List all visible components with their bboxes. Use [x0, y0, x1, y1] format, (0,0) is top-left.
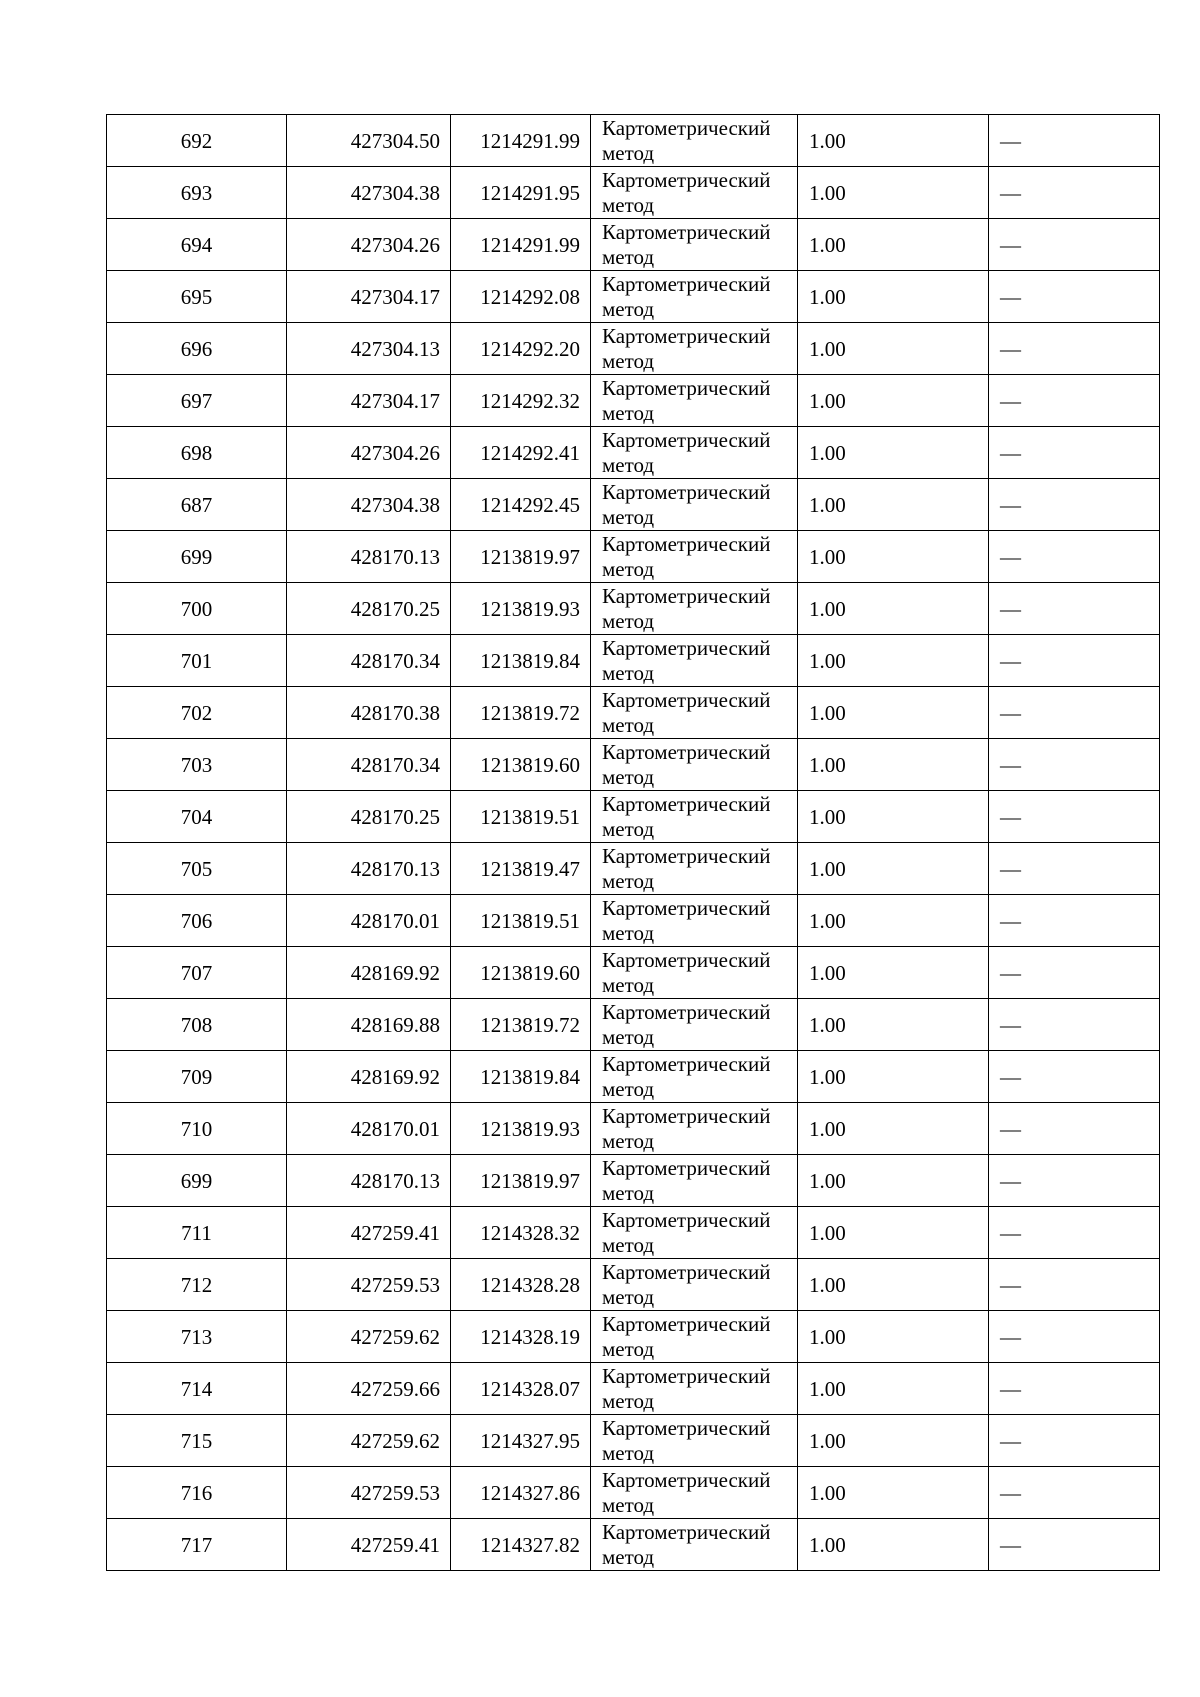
method-line-1: Картометрический [602, 531, 771, 556]
x-coordinate-cell: 428170.25 [287, 583, 451, 635]
table-row [107, 739, 1160, 791]
method-cell [591, 1259, 798, 1311]
description-cell: — [989, 791, 1160, 843]
description-cell: — [989, 167, 1160, 219]
method-line-1: Картометрический [602, 1259, 771, 1284]
method-line-2: метод [602, 1076, 655, 1101]
y-coordinate-cell: 1214292.41 [451, 427, 591, 479]
x-coordinate-cell: 428170.25 [287, 791, 451, 843]
x-coordinate-cell: 427259.53 [287, 1467, 451, 1519]
point-number-cell: 704 [107, 791, 287, 843]
method-line-1: Картометрический [602, 1311, 771, 1336]
method-line-1: Картометрический [602, 427, 771, 452]
method-cell [591, 1155, 798, 1207]
accuracy-cell: 1.00 [798, 1467, 989, 1519]
method-cell [591, 895, 798, 947]
description-cell: — [989, 479, 1160, 531]
method-cell [591, 999, 798, 1051]
description-cell: — [989, 1519, 1160, 1571]
description-cell: — [989, 843, 1160, 895]
method-line-2: метод [602, 296, 655, 321]
x-coordinate-cell: 427304.26 [287, 219, 451, 271]
accuracy-cell: 1.00 [798, 739, 989, 791]
point-number-cell: 710 [107, 1103, 287, 1155]
point-number-cell: 714 [107, 1363, 287, 1415]
point-number-cell: 693 [107, 167, 287, 219]
accuracy-cell: 1.00 [798, 1155, 989, 1207]
method-line-2: метод [602, 1180, 655, 1205]
table-row [107, 843, 1160, 895]
accuracy-cell: 1.00 [798, 323, 989, 375]
accuracy-cell: 1.00 [798, 791, 989, 843]
x-coordinate-cell: 428169.88 [287, 999, 451, 1051]
point-number-cell: 709 [107, 1051, 287, 1103]
table-row [107, 1467, 1160, 1519]
description-cell: — [989, 427, 1160, 479]
y-coordinate-cell: 1213819.51 [451, 895, 591, 947]
method-line-1: Картометрический [602, 115, 771, 140]
description-cell: — [989, 999, 1160, 1051]
point-number-cell: 692 [107, 115, 287, 167]
method-line-1: Картометрический [602, 739, 771, 764]
method-line-2: метод [602, 140, 655, 165]
method-line-2: метод [602, 660, 655, 685]
y-coordinate-cell: 1214291.99 [451, 115, 591, 167]
x-coordinate-cell: 428170.34 [287, 635, 451, 687]
accuracy-cell: 1.00 [798, 895, 989, 947]
method-line-1: Картометрический [602, 1207, 771, 1232]
method-cell [591, 1415, 798, 1467]
x-coordinate-cell: 428170.01 [287, 895, 451, 947]
y-coordinate-cell: 1213819.51 [451, 791, 591, 843]
x-coordinate-cell: 427259.41 [287, 1519, 451, 1571]
x-coordinate-cell: 428170.13 [287, 1155, 451, 1207]
method-line-2: метод [602, 1388, 655, 1413]
y-coordinate-cell: 1214327.86 [451, 1467, 591, 1519]
method-cell [591, 687, 798, 739]
y-coordinate-cell: 1213819.93 [451, 1103, 591, 1155]
method-line-1: Картометрический [602, 791, 771, 816]
method-cell [591, 479, 798, 531]
table-row [107, 1415, 1160, 1467]
y-coordinate-cell: 1213819.97 [451, 531, 591, 583]
x-coordinate-cell: 428170.38 [287, 687, 451, 739]
table-row [107, 1051, 1160, 1103]
method-line-2: метод [602, 400, 655, 425]
method-cell [591, 427, 798, 479]
description-cell: — [989, 271, 1160, 323]
x-coordinate-cell: 427259.41 [287, 1207, 451, 1259]
x-coordinate-cell: 427304.38 [287, 167, 451, 219]
description-cell: — [989, 323, 1160, 375]
method-line-2: метод [602, 1440, 655, 1465]
accuracy-cell: 1.00 [798, 947, 989, 999]
point-number-cell: 702 [107, 687, 287, 739]
method-line-2: метод [602, 1336, 655, 1361]
method-line-1: Картометрический [602, 1415, 771, 1440]
accuracy-cell: 1.00 [798, 219, 989, 271]
method-line-2: метод [602, 504, 655, 529]
x-coordinate-cell: 427304.17 [287, 271, 451, 323]
description-cell: — [989, 895, 1160, 947]
description-cell: — [989, 1311, 1160, 1363]
y-coordinate-cell: 1213819.60 [451, 947, 591, 999]
y-coordinate-cell: 1214292.45 [451, 479, 591, 531]
table-row [107, 115, 1160, 167]
method-cell [591, 791, 798, 843]
accuracy-cell: 1.00 [798, 1051, 989, 1103]
accuracy-cell: 1.00 [798, 479, 989, 531]
method-line-2: метод [602, 1232, 655, 1257]
x-coordinate-cell: 427304.38 [287, 479, 451, 531]
point-number-cell: 713 [107, 1311, 287, 1363]
table-row [107, 947, 1160, 999]
table-row [107, 167, 1160, 219]
description-cell: — [989, 635, 1160, 687]
method-line-2: метод [602, 1284, 655, 1309]
accuracy-cell: 1.00 [798, 1311, 989, 1363]
accuracy-cell: 1.00 [798, 583, 989, 635]
table-row [107, 323, 1160, 375]
x-coordinate-cell: 427259.62 [287, 1311, 451, 1363]
point-number-cell: 696 [107, 323, 287, 375]
table-row [107, 479, 1160, 531]
y-coordinate-cell: 1214292.32 [451, 375, 591, 427]
x-coordinate-cell: 427259.66 [287, 1363, 451, 1415]
description-cell: — [989, 687, 1160, 739]
method-cell [591, 115, 798, 167]
method-cell [591, 1051, 798, 1103]
x-coordinate-cell: 427304.17 [287, 375, 451, 427]
method-line-1: Картометрический [602, 1519, 771, 1544]
method-line-1: Картометрический [602, 1155, 771, 1180]
table-row [107, 531, 1160, 583]
accuracy-cell: 1.00 [798, 1103, 989, 1155]
method-cell [591, 1311, 798, 1363]
table-row [107, 1259, 1160, 1311]
accuracy-cell: 1.00 [798, 167, 989, 219]
x-coordinate-cell: 428170.01 [287, 1103, 451, 1155]
method-line-1: Картометрический [602, 323, 771, 348]
description-cell: — [989, 531, 1160, 583]
description-cell: — [989, 1103, 1160, 1155]
method-line-1: Картометрический [602, 479, 771, 504]
method-line-2: метод [602, 868, 655, 893]
accuracy-cell: 1.00 [798, 531, 989, 583]
y-coordinate-cell: 1213819.72 [451, 687, 591, 739]
point-number-cell: 706 [107, 895, 287, 947]
point-number-cell: 694 [107, 219, 287, 271]
point-number-cell: 715 [107, 1415, 287, 1467]
x-coordinate-cell: 427259.62 [287, 1415, 451, 1467]
method-line-1: Картометрический [602, 271, 771, 296]
method-line-2: метод [602, 608, 655, 633]
method-line-2: метод [602, 712, 655, 737]
method-line-1: Картометрический [602, 947, 771, 972]
method-cell [591, 947, 798, 999]
point-number-cell: 695 [107, 271, 287, 323]
accuracy-cell: 1.00 [798, 271, 989, 323]
method-line-2: метод [602, 1128, 655, 1153]
method-cell [591, 271, 798, 323]
method-cell [591, 1467, 798, 1519]
accuracy-cell: 1.00 [798, 1207, 989, 1259]
y-coordinate-cell: 1214328.07 [451, 1363, 591, 1415]
y-coordinate-cell: 1213819.47 [451, 843, 591, 895]
method-line-2: метод [602, 192, 655, 217]
table-row [107, 1155, 1160, 1207]
method-line-1: Картометрический [602, 1363, 771, 1388]
point-number-cell: 698 [107, 427, 287, 479]
method-line-1: Картометрический [602, 895, 771, 920]
method-cell [591, 1363, 798, 1415]
accuracy-cell: 1.00 [798, 1363, 989, 1415]
method-line-1: Картометрический [602, 1467, 771, 1492]
method-line-2: метод [602, 1544, 655, 1569]
method-cell [591, 1207, 798, 1259]
point-number-cell: 699 [107, 531, 287, 583]
description-cell: — [989, 583, 1160, 635]
table-row [107, 1363, 1160, 1415]
accuracy-cell: 1.00 [798, 635, 989, 687]
description-cell: — [989, 1363, 1160, 1415]
method-line-1: Картометрический [602, 999, 771, 1024]
method-cell [591, 739, 798, 791]
method-cell [591, 583, 798, 635]
y-coordinate-cell: 1214328.32 [451, 1207, 591, 1259]
y-coordinate-cell: 1214291.95 [451, 167, 591, 219]
method-cell [591, 323, 798, 375]
x-coordinate-cell: 428169.92 [287, 1051, 451, 1103]
y-coordinate-cell: 1214328.28 [451, 1259, 591, 1311]
method-cell [591, 167, 798, 219]
y-coordinate-cell: 1213819.84 [451, 635, 591, 687]
x-coordinate-cell: 427304.26 [287, 427, 451, 479]
table-row [107, 1519, 1160, 1571]
point-number-cell: 697 [107, 375, 287, 427]
point-number-cell: 705 [107, 843, 287, 895]
accuracy-cell: 1.00 [798, 1415, 989, 1467]
method-line-2: метод [602, 1492, 655, 1517]
description-cell: — [989, 1415, 1160, 1467]
method-line-1: Картометрический [602, 843, 771, 868]
method-cell [591, 1519, 798, 1571]
point-number-cell: 700 [107, 583, 287, 635]
table-row [107, 635, 1160, 687]
table-row [107, 271, 1160, 323]
method-cell [591, 1103, 798, 1155]
method-line-2: метод [602, 244, 655, 269]
point-number-cell: 712 [107, 1259, 287, 1311]
method-cell [591, 375, 798, 427]
point-number-cell: 699 [107, 1155, 287, 1207]
description-cell: — [989, 1155, 1160, 1207]
y-coordinate-cell: 1213819.72 [451, 999, 591, 1051]
point-number-cell: 703 [107, 739, 287, 791]
description-cell: — [989, 947, 1160, 999]
table-row [107, 583, 1160, 635]
accuracy-cell: 1.00 [798, 999, 989, 1051]
accuracy-cell: 1.00 [798, 1259, 989, 1311]
method-line-2: метод [602, 1024, 655, 1049]
method-line-2: метод [602, 972, 655, 997]
method-line-1: Картометрический [602, 375, 771, 400]
x-coordinate-cell: 428170.13 [287, 531, 451, 583]
point-number-cell: 711 [107, 1207, 287, 1259]
method-line-2: метод [602, 920, 655, 945]
method-cell [591, 635, 798, 687]
table-row [107, 219, 1160, 271]
method-line-1: Картометрический [602, 635, 771, 660]
method-line-1: Картометрический [602, 1051, 771, 1076]
description-cell: — [989, 1207, 1160, 1259]
y-coordinate-cell: 1214291.99 [451, 219, 591, 271]
table-row [107, 895, 1160, 947]
y-coordinate-cell: 1214328.19 [451, 1311, 591, 1363]
table-row [107, 1103, 1160, 1155]
table-row [107, 427, 1160, 479]
method-cell [591, 219, 798, 271]
description-cell: — [989, 1259, 1160, 1311]
point-number-cell: 708 [107, 999, 287, 1051]
table-body [107, 115, 1160, 1571]
table-row [107, 375, 1160, 427]
y-coordinate-cell: 1213819.93 [451, 583, 591, 635]
point-number-cell: 701 [107, 635, 287, 687]
y-coordinate-cell: 1214292.08 [451, 271, 591, 323]
x-coordinate-cell: 427304.50 [287, 115, 451, 167]
method-line-2: метод [602, 816, 655, 841]
x-coordinate-cell: 427304.13 [287, 323, 451, 375]
y-coordinate-cell: 1213819.84 [451, 1051, 591, 1103]
method-line-1: Картометрический [602, 1103, 771, 1128]
x-coordinate-cell: 428170.13 [287, 843, 451, 895]
method-line-2: метод [602, 348, 655, 373]
description-cell: — [989, 115, 1160, 167]
accuracy-cell: 1.00 [798, 115, 989, 167]
description-cell: — [989, 1051, 1160, 1103]
table-row [107, 1311, 1160, 1363]
method-cell [591, 531, 798, 583]
accuracy-cell: 1.00 [798, 375, 989, 427]
accuracy-cell: 1.00 [798, 687, 989, 739]
accuracy-cell: 1.00 [798, 843, 989, 895]
description-cell: — [989, 219, 1160, 271]
description-cell: — [989, 739, 1160, 791]
method-line-1: Картометрический [602, 583, 771, 608]
point-number-cell: 707 [107, 947, 287, 999]
method-line-2: метод [602, 556, 655, 581]
description-cell: — [989, 1467, 1160, 1519]
table-row [107, 687, 1160, 739]
description-cell: — [989, 375, 1160, 427]
method-line-1: Картометрический [602, 219, 771, 244]
y-coordinate-cell: 1213819.60 [451, 739, 591, 791]
table-row [107, 999, 1160, 1051]
x-coordinate-cell: 428170.34 [287, 739, 451, 791]
x-coordinate-cell: 427259.53 [287, 1259, 451, 1311]
point-number-cell: 717 [107, 1519, 287, 1571]
point-number-cell: 716 [107, 1467, 287, 1519]
method-line-1: Картометрический [602, 167, 771, 192]
y-coordinate-cell: 1214327.95 [451, 1415, 591, 1467]
accuracy-cell: 1.00 [798, 1519, 989, 1571]
y-coordinate-cell: 1214292.20 [451, 323, 591, 375]
method-line-1: Картометрический [602, 687, 771, 712]
method-line-2: метод [602, 764, 655, 789]
method-cell [591, 843, 798, 895]
table-row [107, 1207, 1160, 1259]
y-coordinate-cell: 1213819.97 [451, 1155, 591, 1207]
method-line-2: метод [602, 452, 655, 477]
y-coordinate-cell: 1214327.82 [451, 1519, 591, 1571]
point-number-cell: 687 [107, 479, 287, 531]
coordinates-table [106, 114, 1160, 1571]
table-row [107, 791, 1160, 843]
x-coordinate-cell: 428169.92 [287, 947, 451, 999]
accuracy-cell: 1.00 [798, 427, 989, 479]
